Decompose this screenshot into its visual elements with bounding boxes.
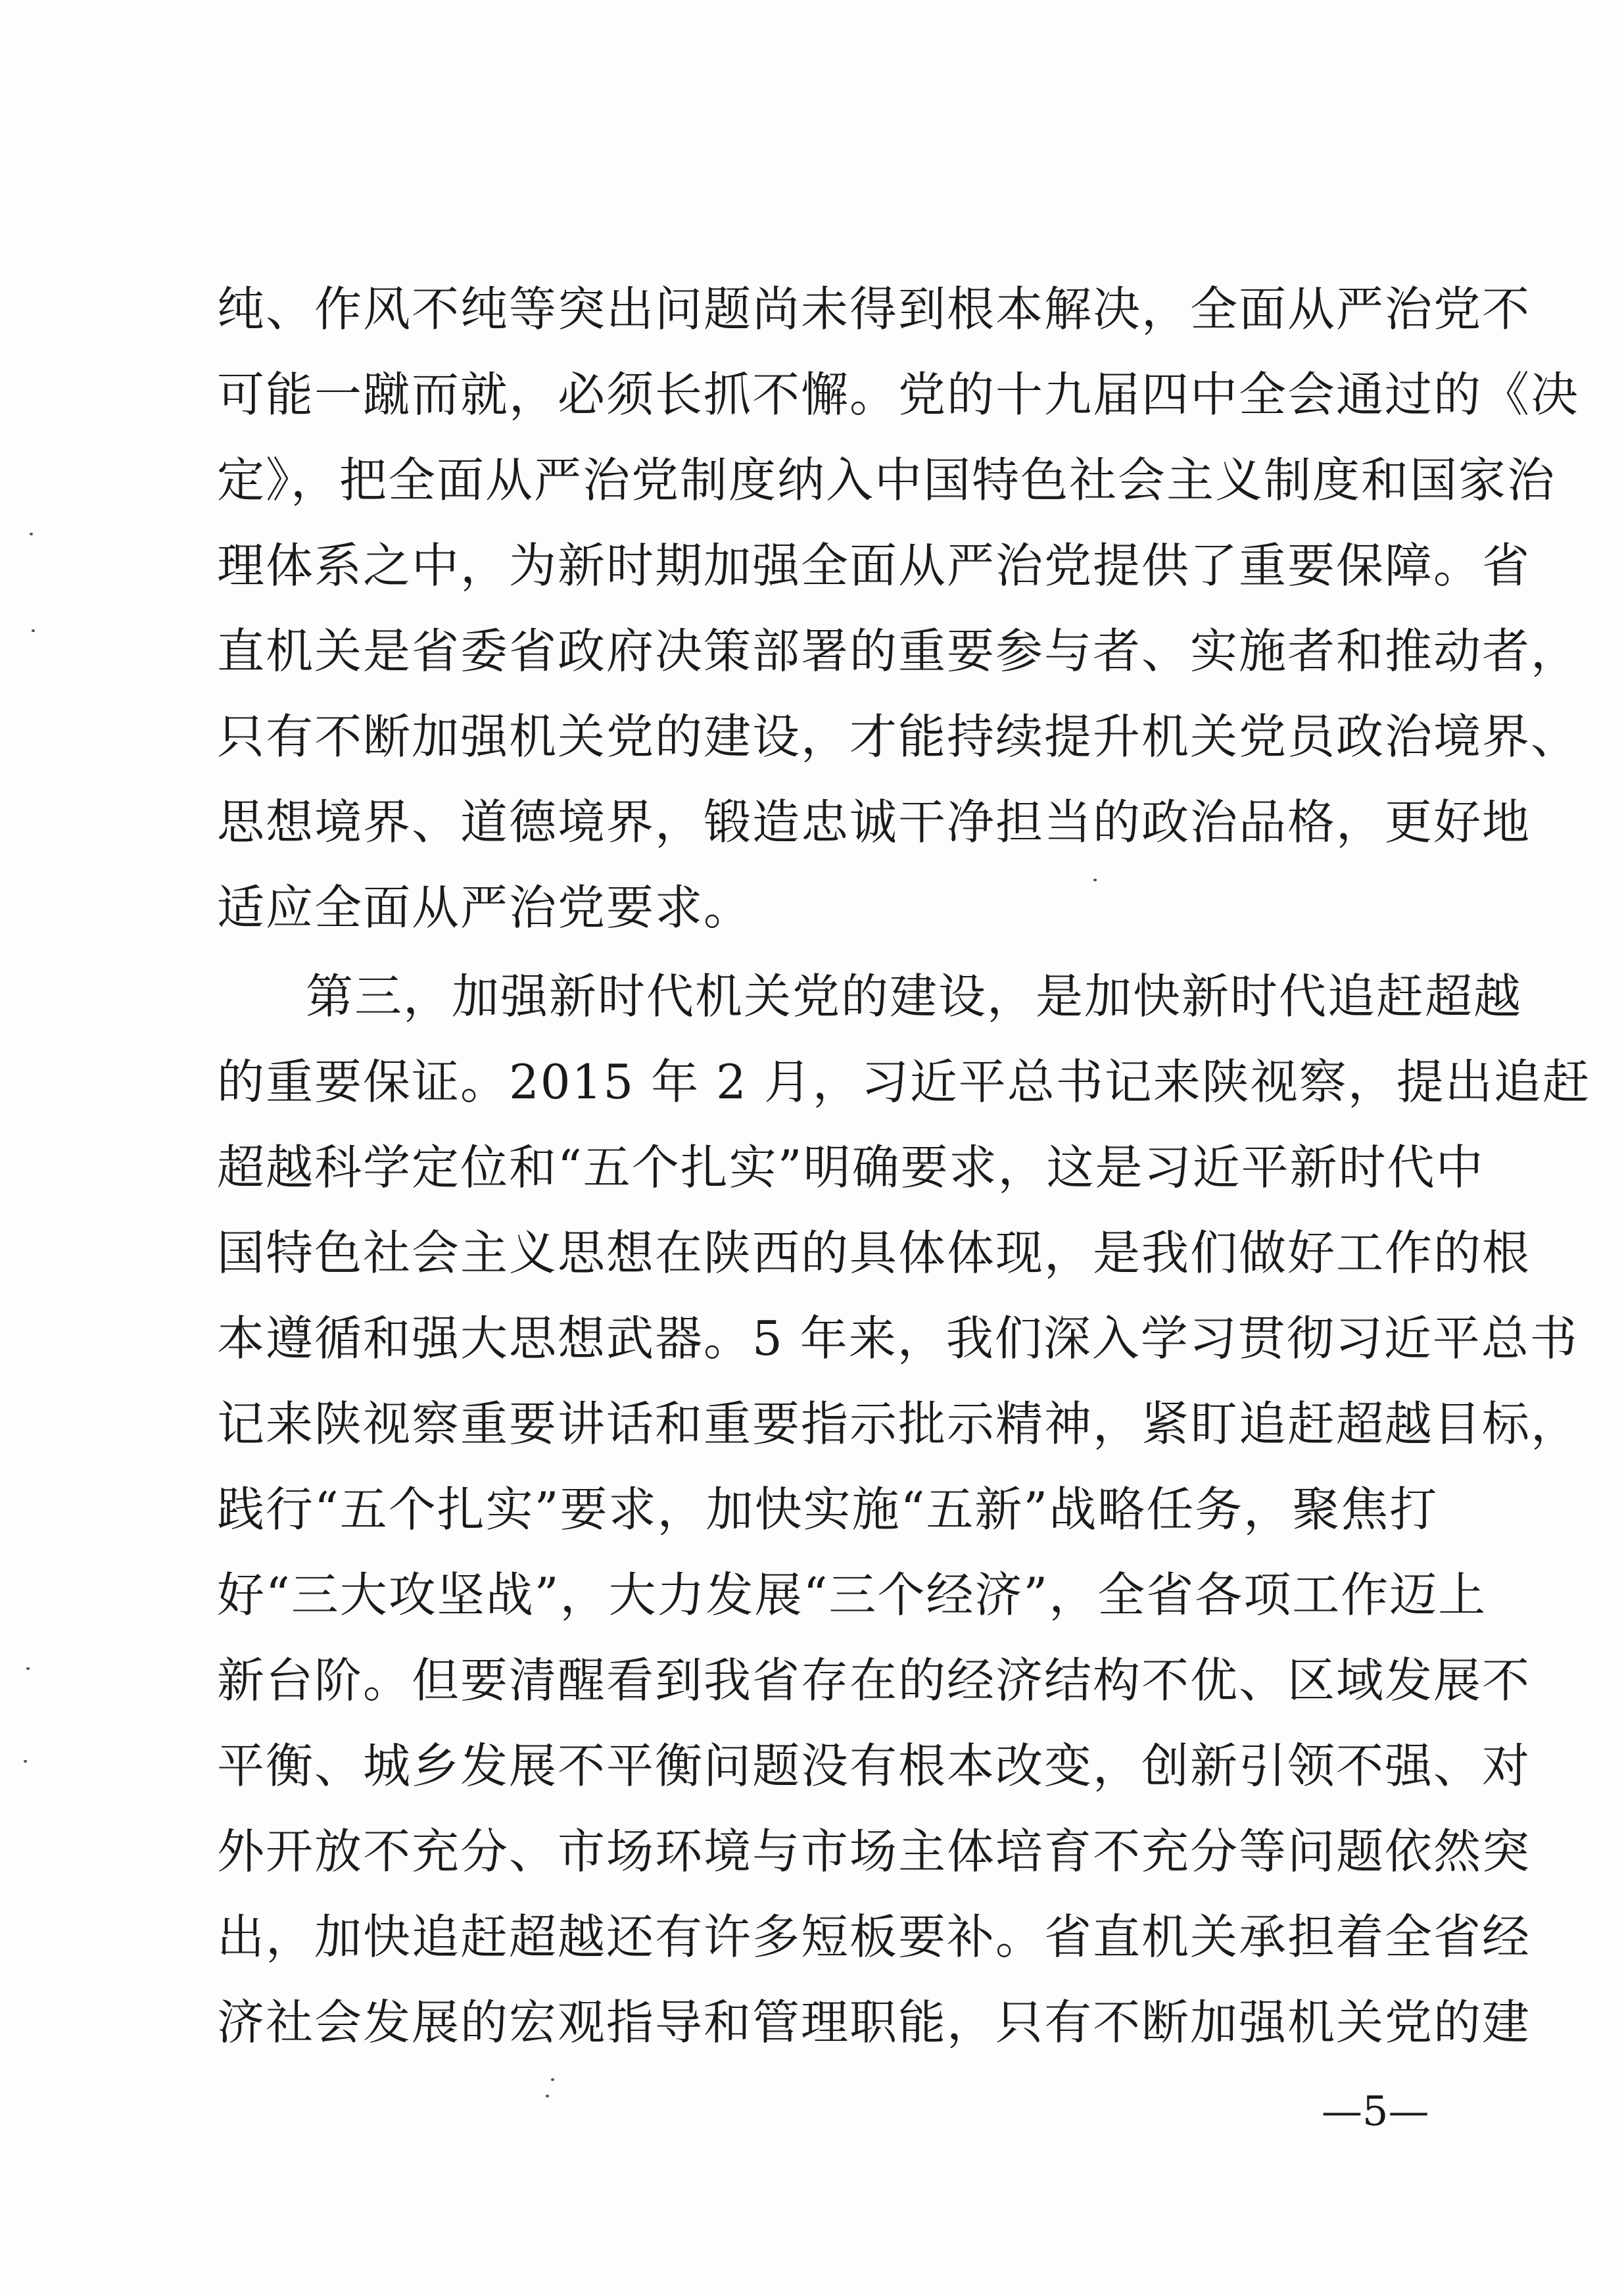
scan-speck (32, 629, 35, 632)
text-line: 出，加快追赶超越还有许多短板要补。省直机关承担着全省经 (217, 1909, 1531, 1965)
scan-speck (24, 1760, 27, 1763)
text-line: 超越科学定位和“五个扎实”明确要求，这是习近平新时代中 (217, 1140, 1485, 1195)
text-line: 外开放不充分、市场环境与市场主体培育不充分等问题依然突 (217, 1824, 1531, 1879)
text-line: 的重要保证。2015 年 2 月，习近平总书记来陕视察，提出追赶 (217, 1054, 1591, 1110)
text-line: 第三，加强新时代机关党的建设，是加快新时代追赶超越 (306, 969, 1523, 1024)
text-line: 理体系之中，为新时期加强全面从严治党提供了重要保障。省 (217, 538, 1531, 593)
scan-speck (551, 2078, 554, 2081)
text-line: 好“三大攻坚战”，大力发展“三个经济”，全省各项工作迈上 (217, 1567, 1487, 1623)
text-line: 纯、作风不纯等突出问题尚未得到根本解决，全面从严治党不 (217, 281, 1531, 337)
text-line: 思想境界、道德境界，锻造忠诚干净担当的政治品格，更好地 (217, 794, 1531, 850)
text-line: 定》，把全面从严治党制度纳入中国特色社会主义制度和国家治 (217, 452, 1556, 508)
text-line: 新台阶。但要清醒看到我省存在的经济结构不优、区域发展不 (217, 1653, 1531, 1708)
text-line: 只有不断加强机关党的建设，才能持续提升机关党员政治境界、 (217, 709, 1580, 764)
text-line: 平衡、城乡发展不平衡问题没有根本改变，创新引领不强、对 (217, 1738, 1531, 1794)
scan-speck (30, 533, 33, 535)
page-number: —5— (1322, 2087, 1429, 2135)
text-line: 国特色社会主义思想在陕西的具体体现，是我们做好工作的根 (217, 1225, 1531, 1281)
text-line: 可能一蹴而就，必须长抓不懈。党的十九届四中全会通过的《决 (217, 367, 1580, 422)
scan-speck (26, 1667, 30, 1670)
text-line: 适应全面从严治党要求。 (217, 880, 753, 935)
text-line: 践行“五个扎实”要求，加快实施“五新”战略任务，聚焦打 (217, 1482, 1439, 1537)
text-line: 直机关是省委省政府决策部署的重要参与者、实施者和推动者， (217, 623, 1580, 679)
scan-speck (546, 2095, 549, 2097)
text-line: 本遵循和强大思想武器。5 年来，我们深入学习贯彻习近平总书 (217, 1311, 1579, 1366)
text-line: 记来陕视察重要讲话和重要指示批示精神，紧盯追赶超越目标， (217, 1396, 1580, 1452)
text-line: 济社会发展的宏观指导和管理职能，只有不断加强机关党的建 (217, 1995, 1531, 2050)
